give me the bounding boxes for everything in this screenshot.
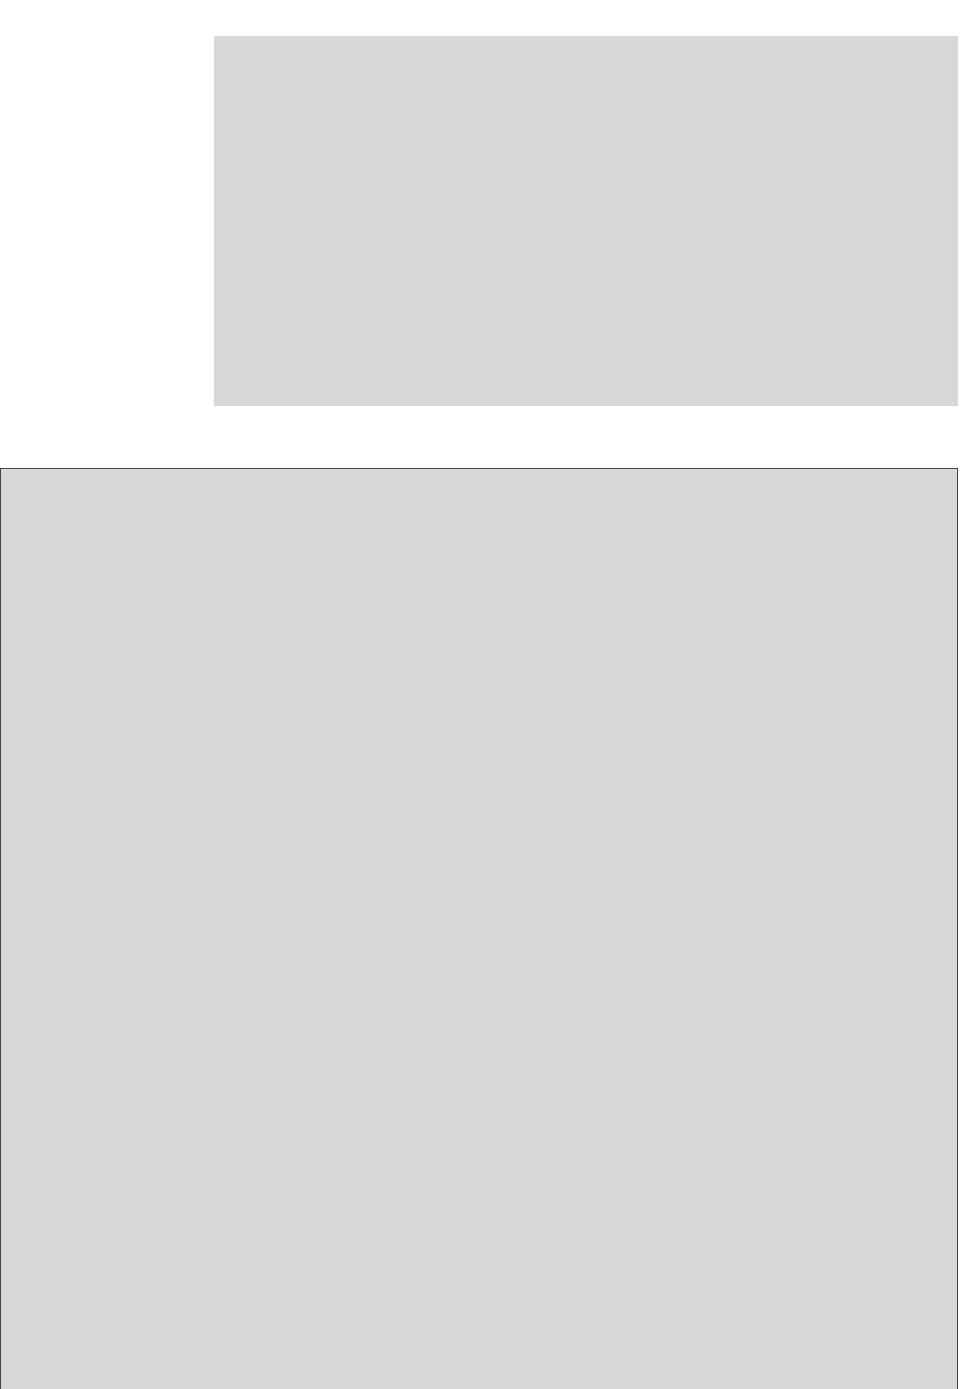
previous-rubric-table-continuation [214,36,958,406]
rubric-3-table [0,468,958,1389]
page-header [0,0,960,20]
